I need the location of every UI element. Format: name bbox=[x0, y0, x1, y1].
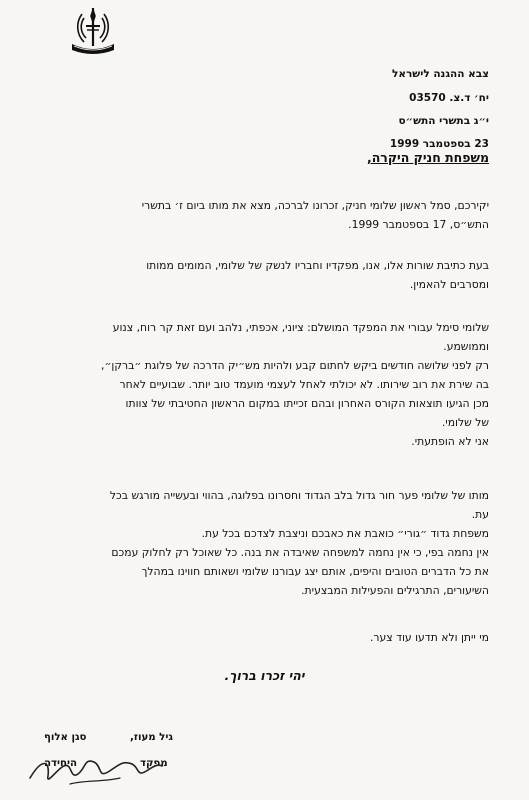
text-line: מותו של שלומי פער חור גדול בלב הגדוד וחסרונו בפלוגה, בהווי ובעשייה מורגש בכל bbox=[109, 489, 489, 502]
text-line: ומסרבים להאמין. bbox=[409, 278, 489, 291]
paragraph-2 bbox=[34, 256, 489, 294]
hebrew-date: י״ג בתשרי התש״ס bbox=[398, 115, 489, 127]
idf-emblem-icon bbox=[64, 4, 122, 58]
text-line: אני לא הופתעתי. bbox=[411, 435, 489, 448]
text-line: וממושמע. bbox=[443, 340, 489, 353]
text-line: אין נחמה בפי, כי אין נחמה למשפחה שאיבדה את בנה. כל שאוכל רק לחלוק עמכם bbox=[111, 546, 489, 559]
text-line: מי ייתן ולא תדעו עוד צער. bbox=[369, 631, 489, 644]
text-line: בה שירת את רוב שירותו. לא יכולתי לאחל לעצמי מועמד טוב יותר. שבועיים לאחר bbox=[119, 378, 489, 391]
paragraph-3 bbox=[34, 318, 489, 451]
text-line: משפחת גדוד ״גורי״ כואבת את כאבכם וניצבת לצדכם בכל עת. bbox=[201, 527, 489, 540]
text-line: עת. bbox=[471, 508, 489, 521]
salutation: משפחת חניק היקרה, bbox=[366, 150, 489, 165]
gregorian-date: 23 בספטמבר 1999 bbox=[389, 138, 489, 150]
text-line: את כל הדברים הטובים והיפים, אותם יצג עבורנו שלומי ושאותם חווינו במהלך bbox=[141, 565, 489, 578]
handwritten-signature bbox=[24, 748, 164, 790]
paragraph-5 bbox=[34, 628, 489, 647]
text-line: יקירכם, סמל ראשון שלומי חניק, זכרונו לברכה, מצא את מותו ביום ז׳ בתשרי bbox=[141, 199, 489, 212]
text-line: התש״ס, 17 בספטמבר 1999. bbox=[348, 218, 489, 231]
paragraph-4 bbox=[34, 486, 489, 600]
text-line: רק לפני שלושה חודשים ביקש לחתום קבע ולהיות מש״יק הדרכה של פלוגת ״ברקן״, bbox=[101, 359, 489, 372]
signer-role: מפקד bbox=[140, 758, 168, 769]
closing-line: יהי זכרו ברוך. bbox=[224, 668, 305, 683]
signer-name: גיל מעוז, bbox=[130, 732, 173, 743]
org-line: צבא ההגנה לישראל bbox=[391, 68, 489, 80]
paragraph-1 bbox=[34, 196, 489, 234]
text-line: מכן הגיעו תוצאות הקורס האחרון ובהם זכייתו במקום הראשון החטיבתי של צוותו bbox=[125, 397, 489, 410]
signer-rank: סגן אלוף bbox=[44, 732, 87, 743]
text-line: שלומי סימל עבורי את המפקד המושלם: ציוני, אכפתי, נלהב ועם זאת קר רוח, צנוע bbox=[112, 321, 489, 334]
text-line: בעת כתיבת שורות אלו, אנו, מפקדיו וחבריו לנשק של שלומי, המומים ממותו bbox=[146, 259, 489, 272]
reference-line: יח׳ ד.צ. 03570 bbox=[409, 92, 489, 104]
text-line: השיעורים, התרגילים והפעילות המבצעית. bbox=[301, 584, 489, 597]
text-line: של שלומי. bbox=[441, 416, 489, 429]
signer-unit: היחידה bbox=[44, 758, 77, 769]
